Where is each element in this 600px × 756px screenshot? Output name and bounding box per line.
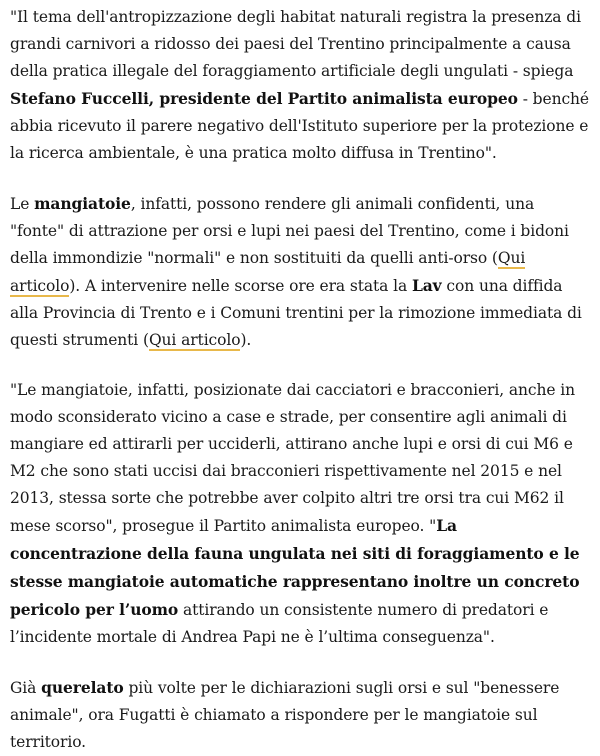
paragraph-text: ). A intervenire nelle scorse ore era stata la — [69, 277, 412, 295]
paragraph-quote-fuccelli — [10, 4, 590, 167]
paragraph-text: Già — [10, 679, 42, 697]
paragraph-quote-bracconieri — [10, 377, 590, 651]
paragraph-text: - benché abbia ricevuto il parere negativo dell'Istituto superiore per la protezione e la ricerca ambientale, è una pratica molto diffusa in Trentino". — [10, 90, 589, 162]
paragraph-text: con una diffida alla Provincia di Trento e i Comuni trentini per la rimozione immediata di questi strumenti ( — [10, 277, 582, 349]
bold-text: querelato — [41, 678, 124, 697]
bold-text: mangiatoie — [34, 194, 131, 213]
paragraph-text: Le — [10, 195, 35, 213]
bold-text: Lav — [411, 276, 442, 295]
paragraph-text: attirando un consistente numero di predatori e l’incidente mortale di Andrea Papi ne è l’ultima conseguenza". — [10, 601, 549, 646]
qui-articolo-link[interactable]: Qui articolo — [148, 331, 241, 349]
bold-text: Stefano Fuccelli, presidente del Partito animalista europeo — [10, 89, 518, 108]
paragraph-text: "Il tema dell'antropizzazione degli habitat naturali registra la presenza di grandi carnivori a ridosso dei paesi del Trentino principalmente a causa della pratica illegale del foraggiamento artificiale degli ungulati - spiega — [10, 8, 581, 80]
paragraph-text: più volte per le dichiarazioni sugli orsi e sul "benessere animale", ora Fugatti è chiamato a rispondere per le mangiatoie sul territorio. — [10, 679, 560, 751]
bold-text: La concentrazione della fauna ungulata nei siti di foraggiamento e le stesse mangiatoie automatiche rappresentano inoltre un concreto pericolo per l’uomo — [10, 516, 580, 619]
paragraph-mangiatoie — [10, 190, 590, 354]
paragraph-text: , infatti, possono rendere gli animali confidenti, una "fonte" di attrazione per orsi e lupi nei paesi del Trentino, come i bidoni della immondizie "normali" e non sostituiti da quelli anti-orso ( — [10, 195, 569, 267]
paragraph-text: "Le mangiatoie, infatti, posizionate dai cacciatori e bracconieri, anche in modo sconsiderato vicino a case e strade, per consentire agli animali di mangiare ed attirarli per ucciderli, attirano anche lupi e orsi di cui M6 e M2 che sono stati uccisi dai bracconieri rispettivamente nel 2015 e nel 2013, stessa sorte che potrebbe aver colpito altri tre orsi tra cui M62 il mese scorso", prosegue il Partito animalista europeo. " — [10, 381, 575, 535]
paragraph-text: ). — [240, 331, 252, 349]
paragraph-fugatti — [10, 674, 590, 756]
qui-articolo-link[interactable]: Qui articolo — [10, 249, 526, 295]
